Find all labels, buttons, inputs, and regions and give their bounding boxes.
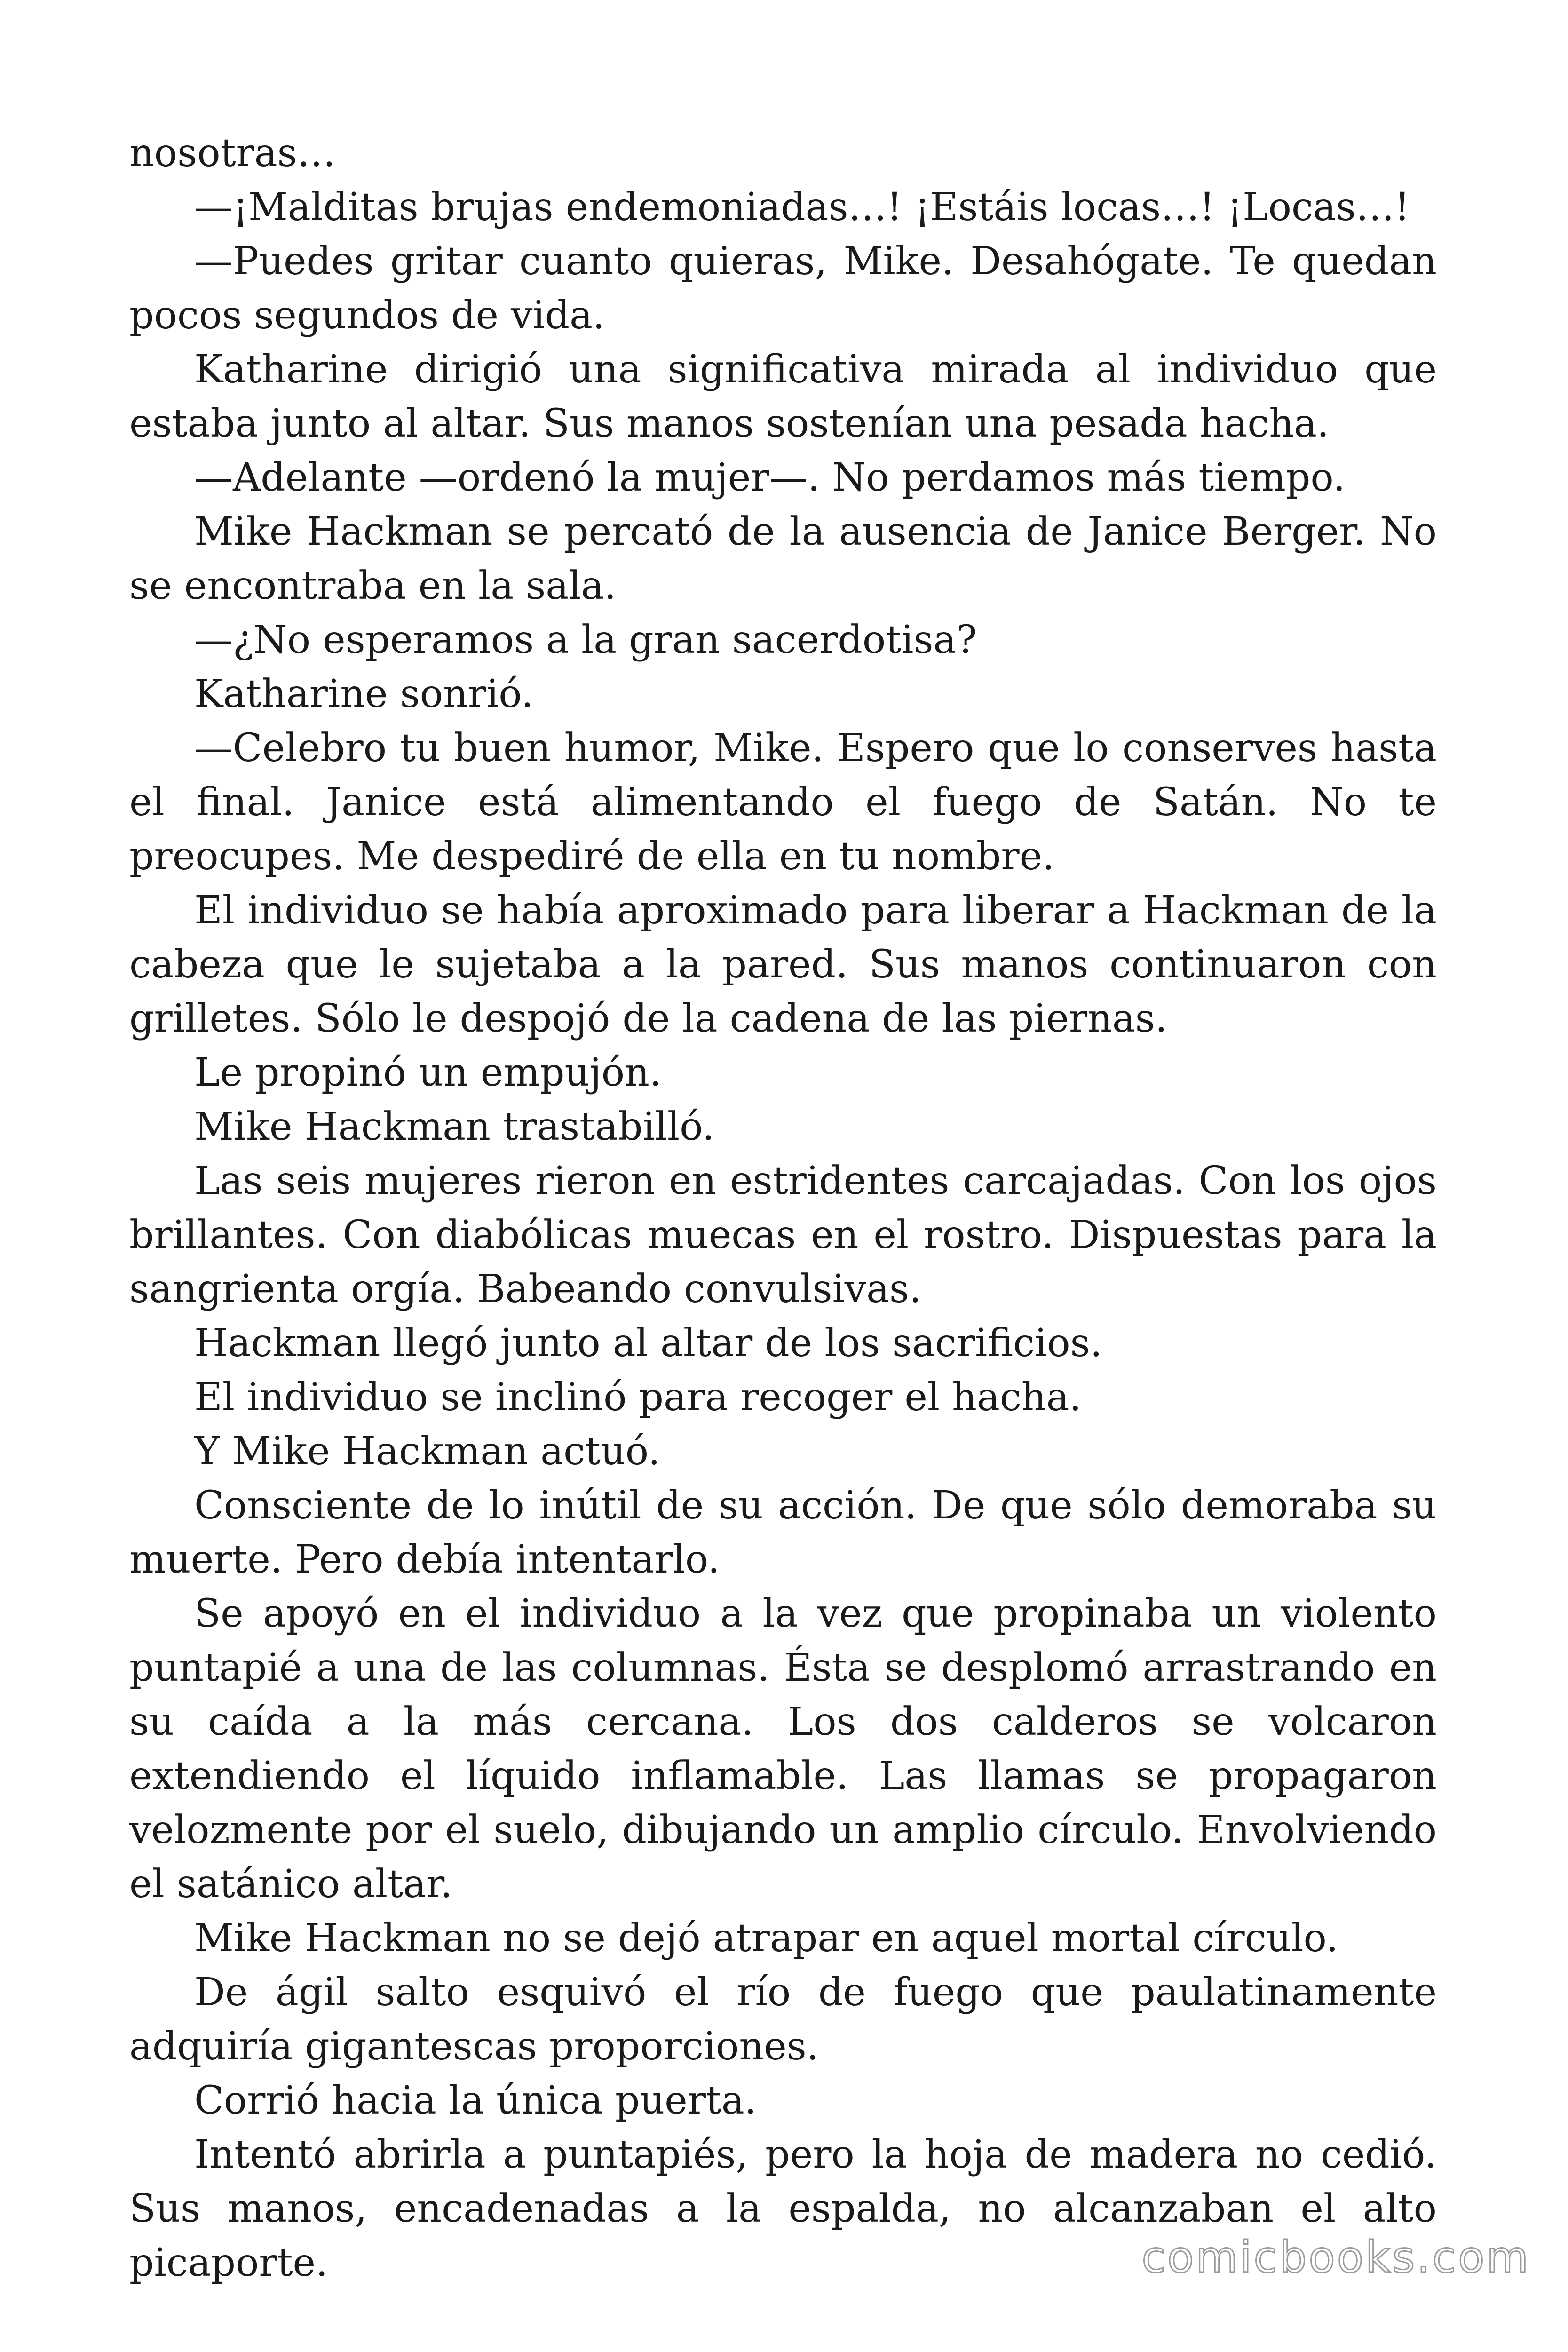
paragraph: Mike Hackman se percató de la ausencia de Janice Berger. No se encontraba en la sala. [129, 509, 1437, 608]
paragraph: El individuo se inclinó para recoger el hacha. [194, 1375, 1082, 1420]
paragraph: Katharine dirigió una significativa mirada al individuo que estaba junto al altar. Sus manos sostenían una pesada hacha. [129, 347, 1437, 446]
paragraph: Katharine sonrió. [194, 672, 534, 716]
paragraph: —Adelante —ordenó la mujer—. No perdamos más tiempo. [194, 455, 1346, 500]
paragraph: Mike Hackman no se dejó atrapar en aquel mortal círculo. [194, 1916, 1338, 1961]
paragraph: Consciente de lo inútil de su acción. De que sólo demoraba su muerte. Pero debía intentarlo. [129, 1483, 1437, 1582]
paragraph: Le propinó un empujón. [194, 1050, 662, 1095]
paragraph: Mike Hackman trastabilló. [194, 1104, 715, 1149]
paragraph: —¡Malditas brujas endemoniadas…! ¡Estáis locas…! ¡Locas…! [194, 185, 1410, 230]
page-body-text [129, 126, 1437, 2290]
paragraph: Se apoyó en el individuo a la vez que propinaba un violento puntapié a una de las columnas. Ésta se desplomó arrastrando en su caída a la más cercana. Los dos calderos se volcaron extendiendo el líquido inflamable. Las llamas se propagaron velozmente por el suelo, dibujando un amplio círculo. Envolviendo el satánico altar. [129, 1591, 1437, 1907]
paragraph: Y Mike Hackman actuó. [194, 1429, 660, 1474]
paragraph: Hackman llegó junto al altar de los sacrificios. [194, 1321, 1102, 1366]
paragraph: Intentó abrirla a puntapiés, pero la hoja de madera no cedió. Sus manos, encadenadas a la espalda, no alcanzaban el alto picaporte. [129, 2132, 1437, 2285]
paragraph: El individuo se había aproximado para liberar a Hackman de la cabeza que le sujetaba a la pared. Sus manos continuaron con grilletes. Sólo le despojó de la cadena de las piernas. [129, 888, 1437, 1041]
paragraph: Corrió hacia la única puerta. [194, 2078, 757, 2123]
paragraph: —Puedes gritar cuanto quieras, Mike. Desahógate. Te quedan pocos segundos de vida. [129, 239, 1437, 338]
watermark: comicbooks.com [1141, 2232, 1530, 2282]
paragraph: De ágil salto esquivó el río de fuego que paulatinamente adquiría gigantescas proporciones. [129, 1970, 1437, 2069]
paragraph: nosotras… [129, 131, 336, 175]
paragraph: —Celebro tu buen humor, Mike. Espero que lo conserves hasta el final. Janice está alimentando el fuego de Satán. No te preocupes. Me despediré de ella en tu nombre. [129, 726, 1437, 879]
paragraph: Las seis mujeres rieron en estridentes carcajadas. Con los ojos brillantes. Con diabólicas muecas en el rostro. Dispuestas para la sangrienta orgía. Babeando convulsivas. [129, 1159, 1437, 1311]
paragraph: —¿No esperamos a la gran sacerdotisa? [194, 618, 977, 662]
